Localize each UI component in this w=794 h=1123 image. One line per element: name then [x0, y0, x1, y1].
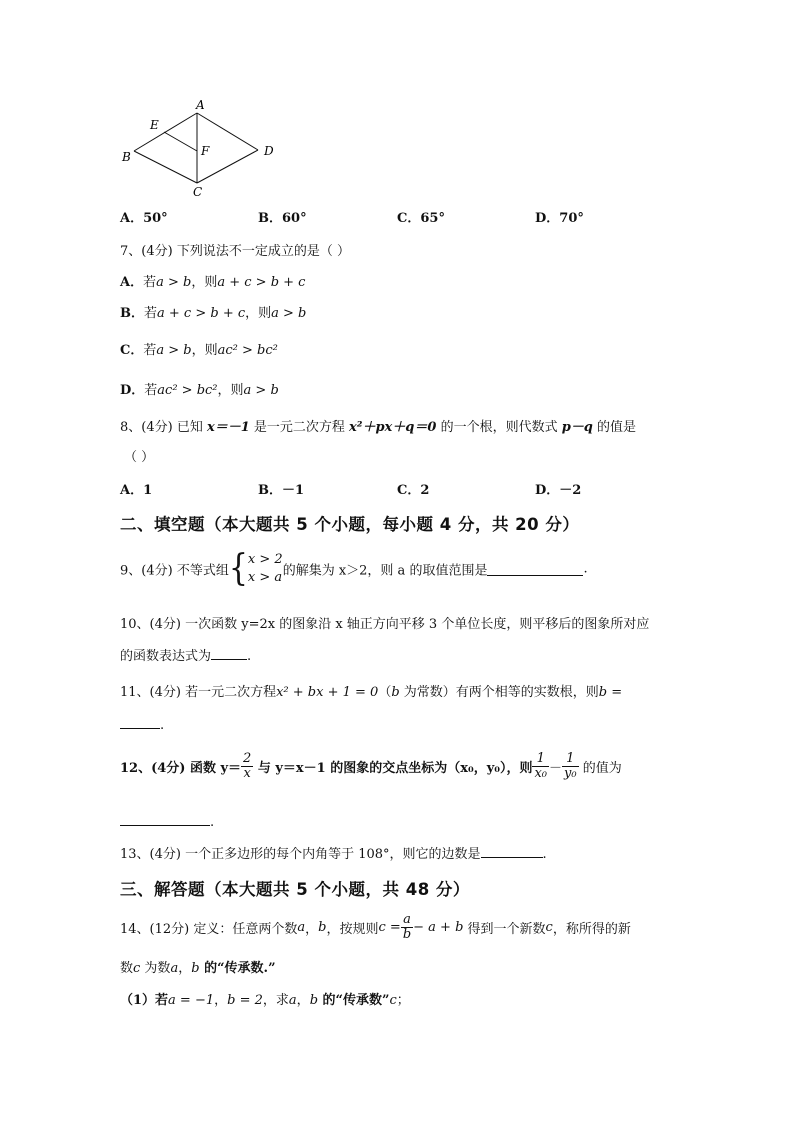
q8-option-a: A．1 — [120, 483, 153, 498]
q14-part1: （1）若a = −1，b = 2，求a，b 的“传承数”c； — [120, 993, 410, 1008]
q8-option-c: C．2 — [397, 483, 430, 498]
q12-answer-blank[interactable] — [120, 813, 210, 826]
brace: { — [228, 547, 248, 590]
q14-stem: 14、(12分) 定义：任意两个数a，b，按规则c = $\frac{a}{b}$ − a + b 得到一个新数c，称所得的新 — [120, 912, 631, 942]
q7-stem: 7、(4分) 下列说法不一定成立的是（ ） — [120, 244, 350, 259]
geometry-figure — [118, 92, 288, 200]
q11-answer-blank[interactable] — [120, 716, 160, 729]
label-C: C — [193, 185, 203, 199]
q6-option-c: C．65° — [397, 211, 445, 226]
q8-option-d: D．－2 — [535, 483, 582, 498]
q13: 13、(4分) 一个正多边形的每个内角等于 108°，则它的边数是 . — [120, 847, 547, 862]
q12-answer-line: . — [120, 813, 214, 830]
q7-option-c: C．若a > b，则ac² > bc² — [120, 343, 278, 358]
q6-option-b: B．60° — [258, 211, 307, 226]
q6-option-d: D．70° — [535, 211, 584, 226]
q7-option-d: D．若ac² > bc²，则a > b — [120, 383, 279, 398]
label-E: E — [150, 118, 159, 132]
label-F: F — [201, 144, 210, 158]
q10-answer-blank[interactable] — [211, 647, 247, 660]
q8-stem: 8、(4分) 已知 x＝－1 是一元二次方程 x²＋px＋q＝0 的一个根，则代数式 p－q 的值是 — [120, 420, 637, 435]
rhombus-diagram — [118, 92, 288, 200]
q9: 9、(4分) 不等式组{ x > 2 x > a 的解集为 x＞2，则 a 的取值范围是 . — [120, 547, 588, 590]
q6-option-a: A．50° — [120, 211, 168, 226]
q13-answer-blank[interactable] — [481, 845, 543, 858]
q8-paren: （ ） — [124, 450, 155, 465]
q12-stem: 12、(4分) 函数 y＝ $\frac{2}{x}$ 与 y＝x－1 的图象的交点坐标为（x₀，y₀），则 $\frac{1}{\text{x₀}}$ － $\frac{1}{\text{y₀}}$ 的值为 — [120, 751, 622, 781]
q10-line2: 的函数表达式为 . — [120, 649, 252, 664]
q8-option-b: B．－1 — [258, 483, 305, 498]
label-B: B — [122, 150, 131, 164]
q7-option-a: A．若a > b，则a + c > b + c — [120, 275, 306, 290]
q9-answer-blank[interactable] — [487, 563, 583, 576]
section-solve-heading: 三、解答题（本大题共 5 个小题，共 48 分） — [120, 880, 470, 899]
label-D: D — [264, 144, 274, 158]
section-fill-in-heading: 二、填空题（本大题共 5 个小题，每小题 4 分，共 20 分） — [120, 515, 580, 534]
label-A: A — [196, 98, 205, 112]
q11-answer-line: . — [120, 716, 164, 733]
q7-option-b: B．若a + c > b + c，则a > b — [120, 306, 307, 321]
q14-line2: 数c 为数a，b 的“传承数.” — [120, 961, 276, 976]
q10-line1: 10、(4分) 一次函数 y=2x 的图象沿 x 轴正方向平移 3 个单位长度，则平移后的图象所对应 — [120, 617, 650, 632]
q11-stem: 11、(4分) 若一元二次方程x² + bx + 1 = 0（b 为常数）有两个相等的实数根，则b = — [120, 685, 623, 700]
